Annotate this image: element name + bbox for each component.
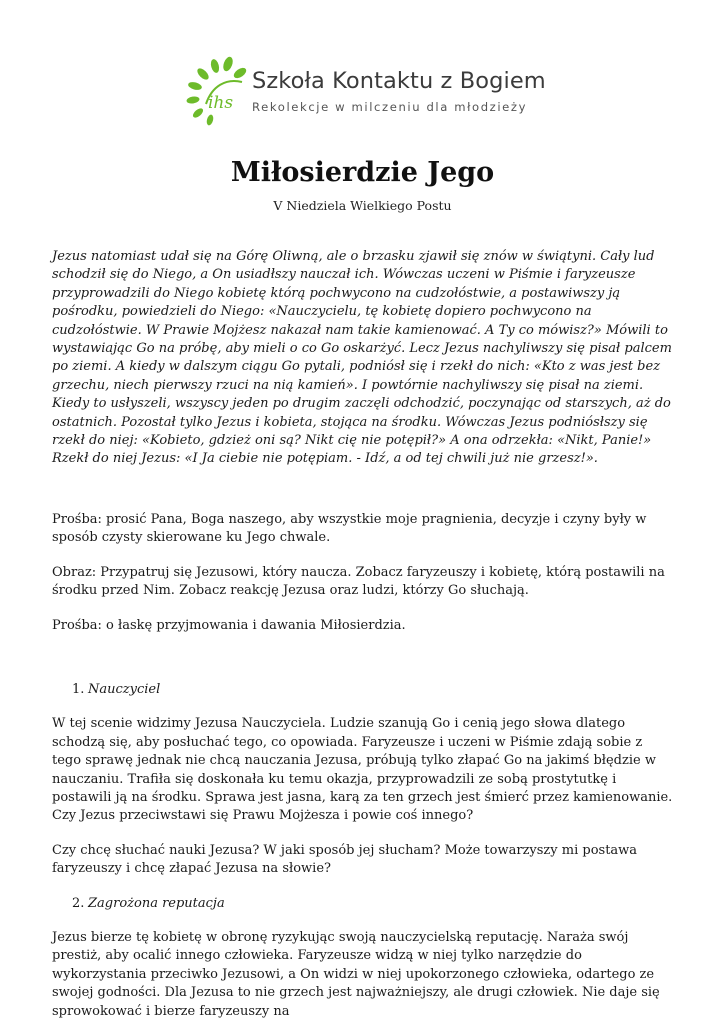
section-heading — [52, 681, 674, 699]
section-number: 2. — [72, 895, 85, 911]
document-body — [52, 248, 674, 1021]
svg-text:ihs: ihs — [208, 93, 234, 113]
sun-ihs-logo-icon — [184, 56, 250, 126]
section-title: Zagrożona reputacja — [88, 895, 225, 911]
page-title: Miłosierdzie Jego — [230, 157, 495, 188]
logo-subtitle: Rekolekcje w milczeniu dla młodzieży — [252, 100, 528, 114]
section-number: 1. — [72, 681, 85, 697]
gospel-quote: Jezus natomiast udał się na Górę Oliwną, ale o brzasku zjawił się znów w świątyni. Cały lud schodził się do Niego, a On usiadłszy nauczał ich. Wówczas uczeni w Piśmie i faryzeusze przyprowadzili do Niego kobietę którą pochwycono na cudzołóstwie, a postawiwszy ją pośrodku, powiedzieli do Niego: «Nauczycielu, tę kobietę dopiero pochwycono na cudzołóstwie. W Prawie Mojżesz nakazał nam takie kamienować. A Ty co mówisz?» Mówili to wystawiając Go na próbę, aby mieli o co Go oskarżyć. Lecz Jezus nachyliwszy się pisał palcem po ziemi. A kiedy w dalszym ciągu Go pytali, podniósł się i rzekł do nich: «Kto z was jest bez grzechu, niech pierwszy rzuci na nią kamień». I powtórnie nachyliwszy się pisał na ziemi. Kiedy to usłyszeli, wszyscy jeden po drugim zaczęli odchodzić, poczynając od starszych, aż do ostatnich. Pozostał tylko Jezus i kobieta, stojąca na środku. Wówczas Jezus podniósłszy się rzekł do niej: «Kobieto, gdzież oni są? Nikt cię nie potępił?» A ona odrzekła: «Nikt, Panie!» Rzekł do niej Jezus: «I Ja ciebie nie potępiam. - Idź, a od tej chwili już nie grzesz!». — [52, 249, 672, 467]
section-paragraph: Jezus bierze tę kobietę w obronę ryzykując swoją nauczycielską reputację. Naraża swój prestiż, aby ocalić innego człowieka. Faryzeusze widzą w niej tylko narzędzie do wykorzystania przeciwko Jezusowi, a On widzi w niej upokorzonego człowieka, odartego ze swojej godności. Dla Jezusa to nie grzech jest najważniejszy, ale drugi człowiek. Nie daje się sprowokować i bierze faryzeuszy na — [52, 929, 660, 1019]
request-paragraph: Prośba: prosić Pana, Boga naszego, aby wszystkie moje pragnienia, decyzje i czyny były w sposób czysty skierowane ku Jego chwale. — [52, 511, 647, 546]
image-paragraph: Obraz: Przypatruj się Jezusowi, który naucza. Zobacz faryzeuszy i kobietę, którą postawili na środku przed Nim. Zobacz reakcję Jezusa oraz ludzi, którzy Go słuchają. — [52, 564, 665, 599]
section-heading — [52, 895, 674, 913]
header-logo — [184, 56, 544, 126]
request-grace-paragraph: Prośba: o łaskę przyjmowania i dawania Miłosierdzia. — [52, 617, 406, 633]
logo-title: Szkoła Kontaktu z Bogiem — [252, 68, 546, 94]
section-paragraph: Czy chcę słuchać nauki Jezusa? W jaki sposób jej słucham? Może towarzyszy mi postawa faryzeuszy i chcę złapać Jezusa na słowie? — [52, 842, 638, 877]
section-title: Nauczyciel — [88, 681, 161, 697]
section-paragraph: W tej scenie widzimy Jezusa Nauczyciela. Ludzie szanują Go i cenią jego słowa dlatego schodzą się, aby posłuchać tego, co opowiada. Faryzeusze i uczeni w Piśmie zdają sobie z tego sprawę jednak nie chcą nauczania Jezusa, próbują tylko złapać Go na jakimś błędzie w nauczaniu. Trafiła się doskonała ku temu okazja, przyprowadzili ze sobą prostytutkę i postawili ją na środku. Sprawa jest jasna, karą za ten grzech jest śmierć przez kamienowanie. Czy Jezus przeciwstawi się Prawu Mojżesza i powie coś innego? — [52, 716, 673, 824]
page-subtitle: V Niedziela Wielkiego Postu — [273, 198, 452, 213]
